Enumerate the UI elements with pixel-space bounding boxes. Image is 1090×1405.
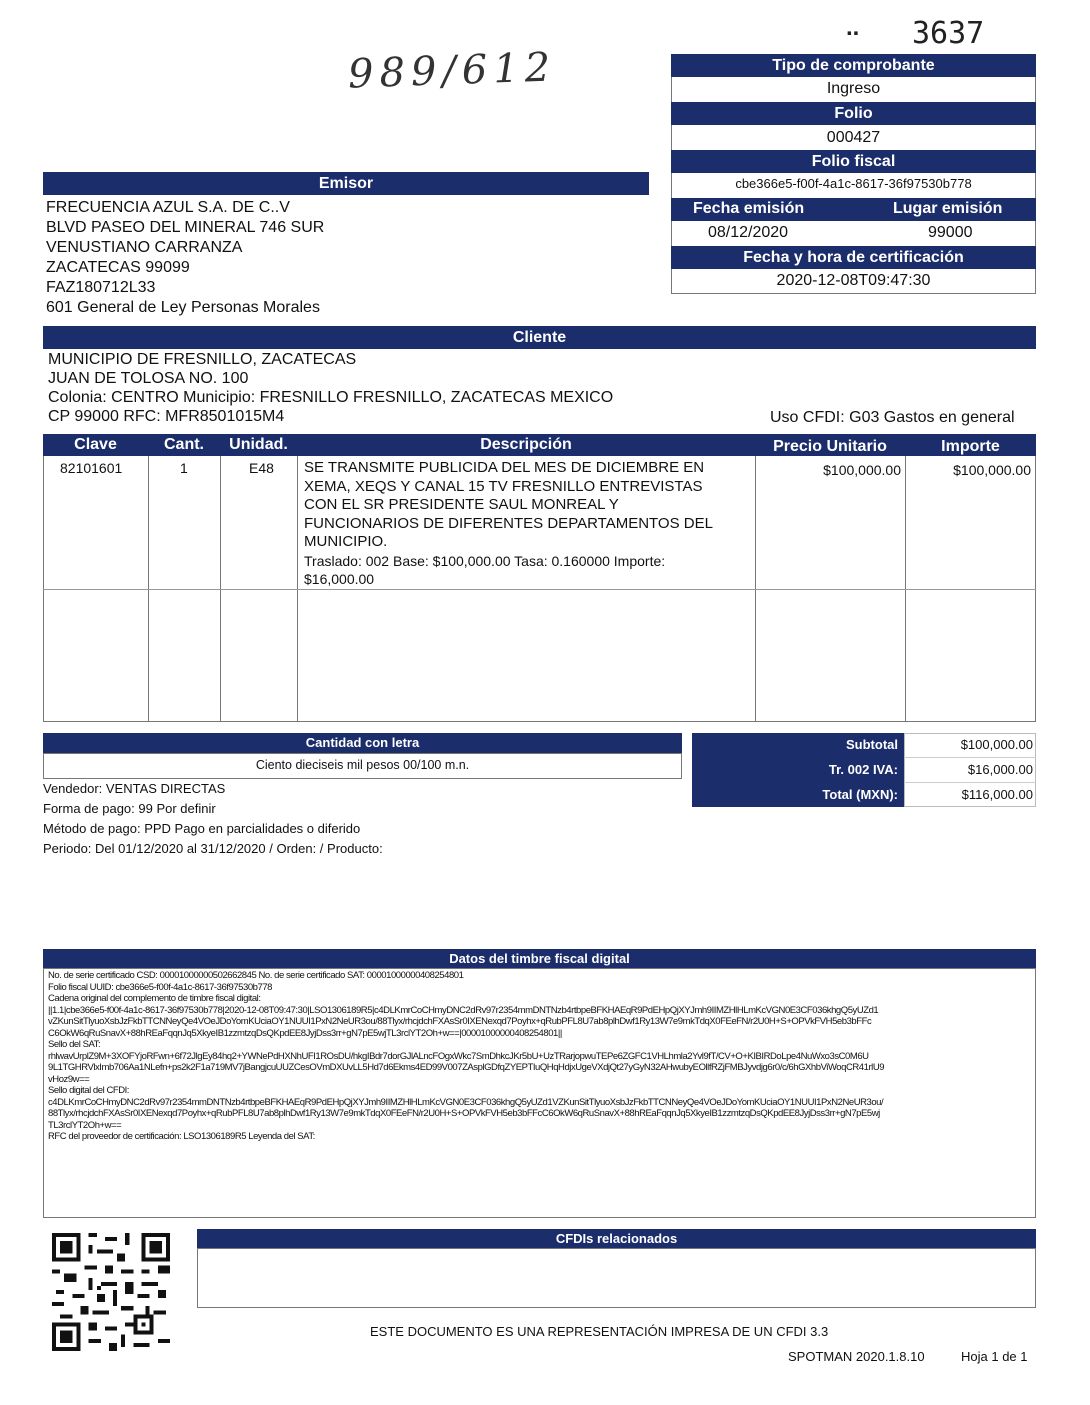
emisor-address: BLVD PASEO DEL MINERAL 746 SUR (46, 219, 325, 236)
cliente-name: MUNICIPIO DE FRESNILLO, ZACATECAS (48, 351, 357, 368)
timbre-line: 88Tlyx/rhcjdchFXAsSr0IXENexqd7Poyhx+qRubPFL8U7ab8plhDwf1Ry13W7e9mkTdqX0FEeFN/r2U0H+S+OPVkFVH5eb3bFFcC6OkW6qRuSnavX+88hREaFqqnJq5XkyeIB1zzmtzqDsQKpdEE8JyjDss3rr+gN7pE5wj (48, 1108, 880, 1119)
traslado-line: $16,000.00 (304, 571, 375, 587)
timbre-line: c4DLKmrCoCHmyDNC2dRv97r2354mmDNTNzb4rtbpeBFKHAEqR9PdEHpQjXYJmh9IIMZHlHLmKcVGN0E3CF036khgQ5yUZd1VZKunSitTlyuoXsbJzFkbTTCNNeyQe4VOeJDoYomKUciaOY1NUUI1PxN2NeUR3ou/ (48, 1096, 884, 1108)
certificacion-value: 2020-12-08T09:47:30 (776, 272, 931, 289)
item-clave: 82101601 (60, 460, 123, 476)
item-descripcion (304, 459, 713, 589)
fecha-emision-value: 08/12/2020 (708, 224, 789, 241)
page-indicator: Hoja 1 de 1 (961, 1349, 1028, 1364)
descripcion-line: FUNCIONARIOS DE DIFERENTES DEPARTAMENTOS DEL (304, 514, 713, 532)
item-importe: $100,000.00 (953, 462, 1031, 478)
cliente-header: Cliente (43, 326, 1036, 349)
timbre-line: No. de serie certificado CSD: 00001000000502662845 No. de serie certificado SAT: 00001000000408254801 (48, 970, 464, 981)
iva-value: $16,000.00 (967, 762, 1033, 777)
folio-fiscal-header: Folio fiscal (671, 150, 1036, 173)
descripcion-line: XEMA, XEQS Y CANAL 15 TV FRESNILLO ENTREVISTAS (304, 477, 703, 495)
descripcion-line: SE TRANSMITE PUBLICIDA DEL MES DE DICIEMBRE EN (304, 459, 705, 476)
item-unidad: E48 (249, 460, 274, 476)
uso-cfdi: Uso CFDI: G03 Gastos en general (770, 409, 1015, 426)
handwritten-note: 989/612 (347, 44, 557, 98)
metodo-pago: Método de pago: PPD Pago en parcialidades o diferido (43, 821, 361, 836)
iva-label: Tr. 002 IVA: (828, 762, 898, 777)
document-number: 3637 (912, 16, 985, 51)
cliente-block (48, 350, 613, 426)
payment-info (43, 779, 383, 859)
timbre-line: Cadena original del complemento de timbre fiscal digital: (48, 993, 261, 1004)
vendedor: Vendedor: VENTAS DIRECTAS (43, 781, 226, 796)
folio-header: Folio (671, 102, 1036, 125)
cantidad-letra-value: Ciento dieciseis mil pesos 00/100 m.n. (255, 758, 470, 772)
folio-value: 000427 (826, 129, 881, 146)
cliente-address: JUAN DE TOLOSA NO. 100 (48, 370, 249, 387)
row-divider (43, 589, 1036, 590)
periodo: Periodo: Del 01/12/2020 al 31/12/2020 / Orden: / Producto: (43, 841, 383, 856)
lugar-emision-value: 99000 (928, 224, 973, 241)
timbre-line: vHoz9w== (48, 1073, 90, 1085)
emisor-block (46, 198, 324, 318)
total-label: Total (MXN): (822, 787, 898, 802)
certificacion-header: Fecha y hora de certificación (671, 246, 1036, 269)
descripcion-line: CON EL SR PRESIDENTE SAUL MONREAL Y (304, 496, 619, 513)
timbre-line: Sello del SAT: (48, 1039, 101, 1050)
folio-fiscal-value: cbe366e5-f00f-4a1c-8617-36f97530b778 (735, 176, 972, 191)
forma-pago: Forma de pago: 99 Por definir (43, 801, 216, 816)
timbre-line: TL3rclYT2Oh+w== (48, 1119, 122, 1131)
qr-code (52, 1233, 170, 1351)
header-importe: Importe (941, 438, 1000, 455)
header-descripcion: Descripción (480, 436, 572, 453)
timbre-line: Sello digital del CFDI: (48, 1085, 129, 1096)
relacionados-header: CFDIs relacionados (197, 1229, 1036, 1248)
emisor-header: Emisor (43, 172, 649, 195)
software-version: SPOTMAN 2020.1.8.10 (788, 1349, 925, 1364)
totals-divider (904, 782, 1036, 783)
traslado-line: Traslado: 002 Base: $100,000.00 Tasa: 0.160000 Importe: (304, 552, 666, 569)
emisor-colonia: VENUSTIANO CARRANZA (46, 239, 243, 256)
totals-divider (904, 757, 1036, 758)
header-unidad: Unidad. (229, 436, 288, 453)
emisor-regimen: 601 General de Ley Personas Morales (46, 299, 320, 316)
item-cant: 1 (180, 460, 188, 476)
timbre-line: RFC del proveedor de certificación: LSO1306189R5 Leyenda del SAT: (48, 1131, 315, 1142)
header-clave: Clave (74, 436, 117, 453)
tipo-comprobante-header: Tipo de comprobante (671, 54, 1036, 77)
timbre-line: C6OkW6qRuSnavX+88hREaFqqnJq5XkyeIB1zzmtzqDsQKpdEE8JyjDss3rr+gN7pE5wjTL3rclYT2Oh+w==|00001000000408254801|| (48, 1027, 562, 1039)
lugar-emision-label: Lugar emisión (893, 200, 1003, 217)
timbre-content (48, 970, 1033, 1143)
total-value: $116,000.00 (961, 787, 1033, 802)
fecha-emision-label: Fecha emisión (693, 200, 805, 217)
header-cant: Cant. (164, 436, 204, 453)
timbre-line: 9L1TGHRVlxImb706Aa1NLefn+ps2k2F1a719MV7jBangjcuUUZCesOVmDXUvLL5Hd7d6Ekms4ED99V007ZAsplGDfqZYEPTIuQHqHdjxUgeVXdjQt27yGyN32AHwubyEOllfRZjFMBJyvdjg6r0/c/6hGXhbViWoqCR41rlU9 (48, 1062, 885, 1073)
timbre-line: vZKunSitTlyuoXsbJzFkbTTCNNeyQe4VOeJDoYomKUciaOY1NUUI1PxN2NeUR3ou/88Tlyx/rhcjdchFXAsSr0IXENexqd7Poyhx+qRubPFL8U7ab8plhDwf1Ry13W7e9mkTdqX0FEeFN/r2U0H+S+OPVkFVH5eb3bFFc (48, 1016, 872, 1027)
handwritten-mark: .. (846, 14, 860, 41)
timbre-line: Folio fiscal UUID: cbe366e5-f00f-4a1c-8617-36f97530b778 (48, 981, 272, 993)
cantidad-letra-header: Cantidad con letra (43, 733, 682, 753)
cfdi-leyenda: ESTE DOCUMENTO ES UNA REPRESENTACIÓN IMPRESA DE UN CFDI 3.3 (370, 1324, 829, 1339)
emisor-rfc: FAZ180712L33 (46, 279, 156, 296)
relacionados-box (197, 1248, 1036, 1308)
descripcion-line: MUNICIPIO. (304, 533, 388, 550)
tipo-comprobante-value: Ingreso (826, 80, 881, 97)
emisor-name: FRECUENCIA AZUL S.A. DE C..V (46, 199, 290, 216)
cliente-colonia: Colonia: CENTRO Municipio: FRESNILLO FRESNILLO, ZACATECAS MEXICO (48, 389, 614, 406)
timbre-line: ||1.1|cbe366e5-f00f-4a1c-8617-36f97530b778|2020-12-08T09:47:30|LSO1306189R5|c4DLKmrCoCHmyDNC2dRv97r2354mmDNTNzb4rtbpeBFKHAEqR9PdEHpQjXYJmh9IIMZHlHLmKcVGN0E3CF036khgQ5yUZd1 (48, 1004, 879, 1016)
item-precio: $100,000.00 (823, 462, 901, 478)
timbre-line: rhlwavUrplZ9M+3XOFYjoRFwn+6f72JlgEy84hq2+YWNePdHXNhUFI1ROsDU/hkgIBdr7dorGJlALncFOgxWkc7SmDhkcJKr5bU+UzTRarjopwuTEPe6ZGFC1VHLhmla2Yvl9fT/CV+O+KIBIRDoLpe4NuWxo3sC0M6U (48, 1050, 869, 1062)
subtotal-value: $100,000.00 (960, 737, 1033, 752)
timbre-header: Datos del timbre fiscal digital (43, 949, 1036, 968)
subtotal-label: Subtotal (846, 737, 898, 752)
cliente-rfc: CP 99000 RFC: MFR8501015M4 (48, 408, 285, 425)
header-precio: Precio Unitario (773, 438, 887, 455)
emisor-city: ZACATECAS 99099 (46, 259, 190, 276)
